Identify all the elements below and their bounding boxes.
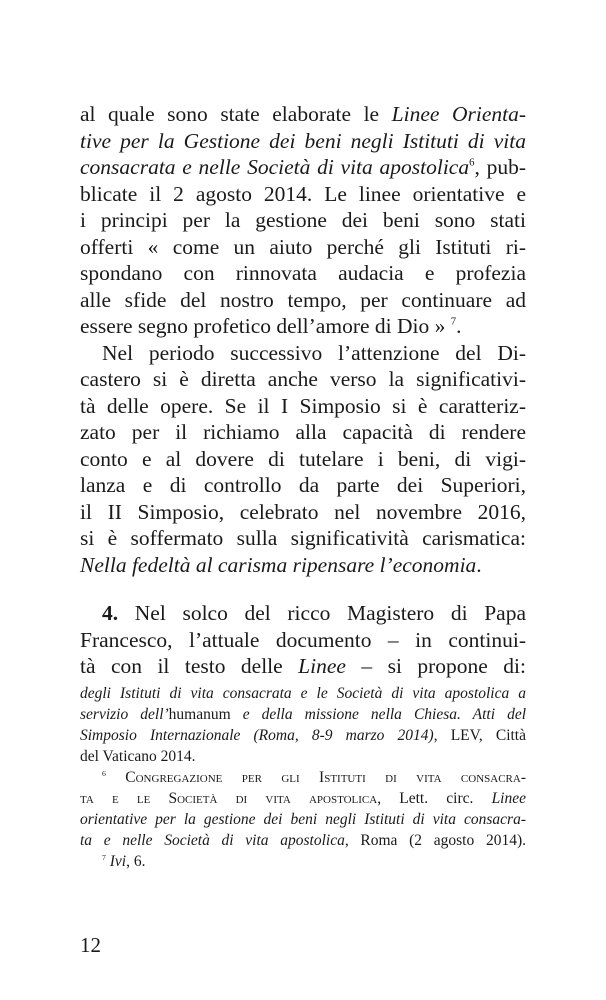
text-run: zato per il richiamo alla capacità di rendere [80,420,526,444]
text-run: spondano con rinnovata audacia e profezia [80,261,526,285]
body-line [80,499,526,526]
text-run: Linee Orienta- [391,102,526,126]
body-line [80,366,526,393]
text-run: tive per la Gestione dei beni negli Istituti di vita [80,128,526,153]
text-run: conto e al dovere di tutelare i beni, di vigi- [80,446,526,471]
text-run: e della missione nella Chiesa. Atti del [230,706,527,723]
body-line [80,313,526,340]
text-run: Nel periodo successivo l’attenzione del Di- [102,340,526,365]
footnote-line [80,683,526,704]
body-text [80,101,526,680]
body-line [80,627,526,654]
footnote-line [80,704,526,725]
text-run: offerti « come un aiuto perché gli Istituti ri- [80,234,526,259]
text-run: 4. [102,601,119,625]
text-run: alle sfide del nostro tempo, per continuare ad [80,287,526,312]
text-run: castero si è diretta anche verso la significativi- [80,367,526,391]
footnote-ref: 6 [469,156,475,169]
footnote-line [80,767,526,788]
footnote-line [80,725,526,746]
body-line [80,419,526,446]
text-run: al quale sono state elaborate le [80,102,392,126]
text-run: Francesco, l’attuale documento – in continui- [80,627,526,652]
text-run: , 6. [126,853,146,870]
body-line [80,181,526,208]
body-line [80,600,526,627]
text-run: Nella fedeltà al carisma ripensare l’economia [80,552,477,577]
text-run: i principi per la gestione dei beni sono stati [80,208,526,232]
footnote-ref: 7 [102,852,106,862]
body-line [80,260,526,287]
footnote-ref: 7 [450,315,457,328]
text-run: consacrata e nelle Società di vita apostolica [80,155,470,179]
footnote-line [80,746,526,767]
text-run: orientative per la gestione dei beni negli Istituti di vita consacra- [80,811,526,828]
text-run: blicate il 2 agosto 2014. Le linee orientative e [80,181,526,206]
text-run: humanum [168,706,231,723]
body-line [80,154,526,181]
text-run: Linee [491,790,526,807]
body-line [80,472,526,499]
text-run: Congregazione per gli Istituti di vita consacra- [105,769,526,786]
footnote-line [80,788,526,809]
text-run: si è soffermato sulla significatività carismatica: [80,526,526,550]
text-run: , Lett. circ. [377,790,492,807]
body-line [80,552,526,579]
text-run: . [476,552,482,577]
text-run: . [456,314,462,338]
text-run: servizio dell’ [80,706,169,723]
text-run: Linee [298,654,346,678]
text-run: lanza e di controllo da parte dei Superiori, [80,473,526,497]
text-run: essere segno profetico dell’amore di Dio » [80,314,451,338]
body-line [80,128,526,155]
footnote-ref: 6 [102,768,106,778]
text-run: tà con il testo delle [80,654,299,678]
text-run: Ivi [109,853,127,870]
body-line [80,653,526,680]
text-run: , LEV, Città [433,727,526,744]
body-line [80,393,526,420]
text-run: del Vaticano 2014. [80,748,196,765]
page-number: 12 [80,933,101,957]
body-line [80,446,526,473]
footnote-line [80,809,526,830]
body-line [80,340,526,367]
body-line [80,207,526,234]
body-line [80,287,526,314]
text-run: Nel solco del ricco Magistero di Papa [118,601,526,625]
footnote-line [80,830,526,851]
text-run: , Roma (2 agosto 2014). [344,832,526,849]
text-run: ta e nelle Società di vita apostolica [80,832,345,849]
text-run: , pub- [474,155,526,179]
footnotes [80,683,526,872]
text-run: ta e le Società di vita apostolica [80,790,378,807]
text-run: tà delle opere. Se il I Simposio si è caratteriz- [80,393,526,418]
footnote-line [80,851,526,872]
body-line [80,525,526,552]
text-run: il II Simposio, celebrato nel novembre 2016, [80,499,526,524]
body-line [80,101,526,128]
body-line [80,578,526,600]
text-run: Simposio Internazionale (Roma, 8-9 marzo 2014) [80,727,434,744]
text-run: degli Istituti di vita consacrata e le Società di vita apostolica a [80,685,526,702]
text-run: – si propone di: [345,654,526,678]
body-line [80,234,526,261]
